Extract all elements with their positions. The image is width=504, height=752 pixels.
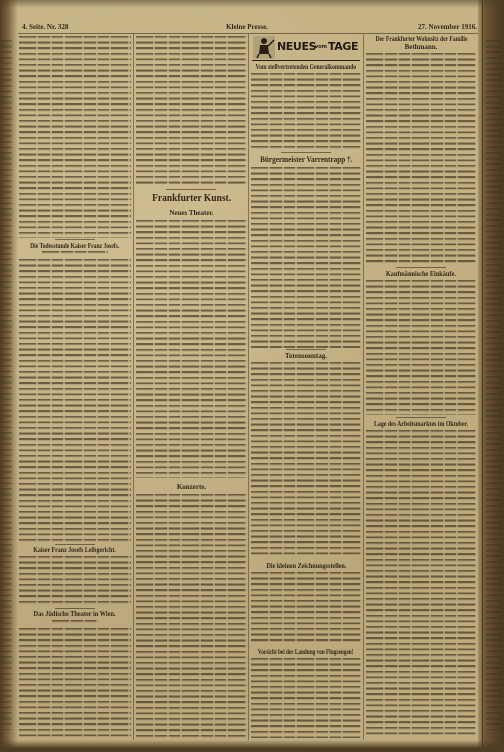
page-edge-top	[0, 0, 504, 8]
adjacent-page-text	[486, 40, 502, 730]
issue-date: 27. November 1916.	[418, 23, 477, 31]
article-subheading: Neues Theater.	[169, 208, 214, 217]
article-heading: Konzerte.	[176, 482, 207, 491]
body-text-block	[251, 73, 361, 150]
body-text-block	[19, 259, 131, 542]
neues-vom-tage-masthead	[252, 35, 361, 61]
body-text-block	[251, 362, 361, 558]
page-number: 4. Seite. Nr. 328	[22, 23, 69, 31]
section-heading: Frankfurter Kunst.	[152, 193, 231, 204]
section-rule	[396, 267, 446, 268]
body-text-block	[251, 658, 361, 738]
masthead-word-tage: TAGE	[328, 40, 359, 53]
article-heading-line-2: Bethmann.	[404, 42, 438, 51]
article-heading: Vom stellvertretenden Generalkommando	[255, 62, 357, 71]
article-heading: Lage des Arbeitsmarktes im Oktober.	[373, 419, 469, 428]
body-text-block	[366, 280, 476, 415]
body-text-block	[19, 628, 131, 738]
column-rule	[363, 34, 364, 740]
adjacent-page-text	[1, 40, 12, 730]
body-text-block	[366, 430, 476, 738]
article-byline	[42, 251, 108, 256]
body-text-block	[251, 572, 361, 645]
article-heading: Die kleinen Zeichnungsstellen.	[266, 561, 346, 570]
section-rule	[286, 349, 326, 350]
section-rule	[396, 417, 446, 418]
column-rule	[248, 34, 249, 740]
masthead-word-vom: vom	[315, 44, 327, 50]
newspaper-name: Kleine Presse.	[226, 23, 268, 31]
article-heading: Kaiser Franz Josefs Leibgericht.	[33, 545, 117, 554]
article-byline	[52, 620, 98, 625]
body-text-block	[19, 556, 131, 606]
herald-figure-icon	[253, 36, 275, 59]
section-rule	[55, 239, 95, 240]
section-rule	[166, 189, 216, 190]
article-heading-line-1: Der Frankfurter Wohnsitz der Familie	[375, 34, 468, 43]
body-text-block	[366, 53, 476, 265]
obituary-heading: Bürgermeister Varrentrapp †.	[259, 155, 353, 164]
body-text-block	[19, 36, 131, 238]
article-heading: Das Jüdische Theater in Wien.	[34, 609, 116, 618]
article-heading: Totensonntag.	[285, 351, 327, 360]
article-heading: Kaufmännische Einkäufe.	[385, 269, 457, 278]
body-text-block	[136, 494, 247, 738]
column-rule	[133, 34, 134, 740]
body-text-block	[136, 36, 247, 186]
article-heading: Vorsicht bei der Landung von Flugzeugen!	[258, 647, 354, 656]
page-edge-bottom	[0, 740, 504, 752]
page-edge-line	[482, 0, 483, 752]
article-heading: Die Todesstunde Kaiser Franz Josefs.	[30, 241, 120, 250]
body-text-block	[251, 167, 361, 348]
masthead-word-neues: NEUES	[277, 40, 317, 53]
body-text-block	[136, 220, 247, 478]
section-rule	[281, 152, 331, 153]
